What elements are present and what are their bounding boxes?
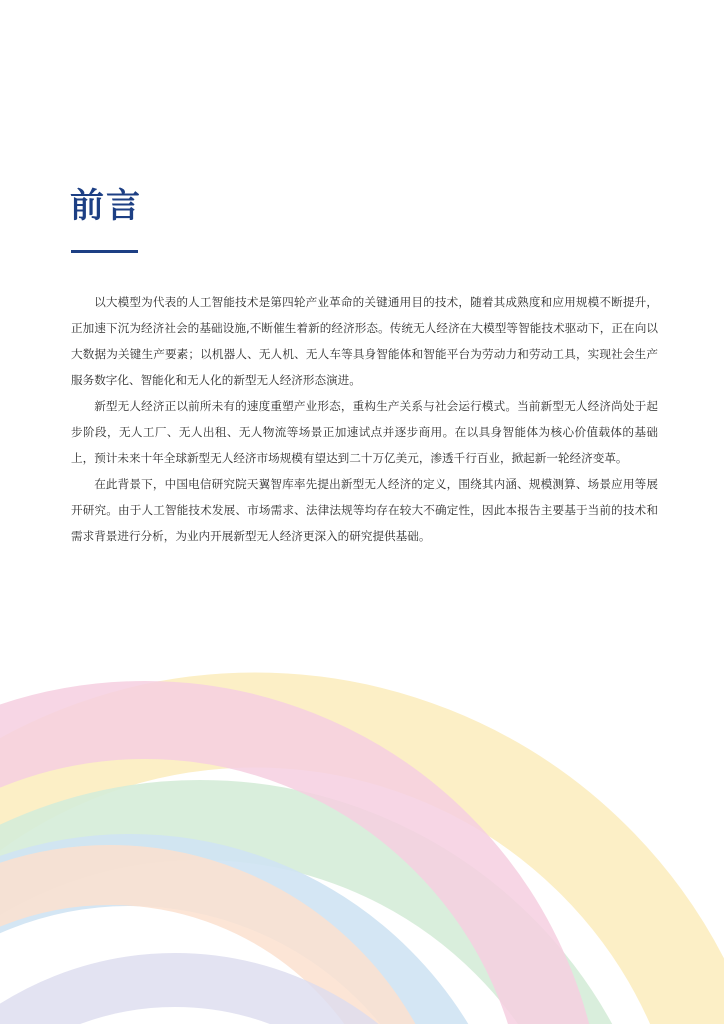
title-underline [71,250,138,253]
preface-body [71,289,658,549]
paragraph-1: 以大模型为代表的人工智能技术是第四轮产业革命的关键通用目的技术，随着其成熟度和应用规模不断提升，正加速下沉为经济社会的基础设施,不断催生着新的经济形态。传统无人经济在大模型等智能技术驱动下，正在向以大数据为关键生产要素；以机器人、无人机、无人车等具身智能体和智能平台为劳动力和劳动工具，实现社会生产服务数字化、智能化和无人化的新型无人经济形态演进。 [71,295,658,387]
paragraph-3: 在此背景下，中国电信研究院天翼智库率先提出新型无人经济的定义，围绕其内涵、规模测算、场景应用等展开研究。由于人工智能技术发展、市场需求、法律法规等均存在较大不确定性，因此本报告主要基于当前的技术和需求背景进行分析，为业内开展新型无人经济更深入的研究提供基础。 [71,477,658,543]
page-title: 前言 [70,186,142,226]
paragraph-2: 新型无人经济正以前所未有的速度重塑产业形态，重构生产关系与社会运行模式。当前新型无人经济尚处于起步阶段，无人工厂、无人出租、无人物流等场景正加速试点并逐步商用。在以具身智能体为核心价值载体的基础上，预计未来十年全球新型无人经济市场规模有望达到二十万亿美元，渗透千行百业，掀起新一轮经济变革。 [71,399,658,465]
